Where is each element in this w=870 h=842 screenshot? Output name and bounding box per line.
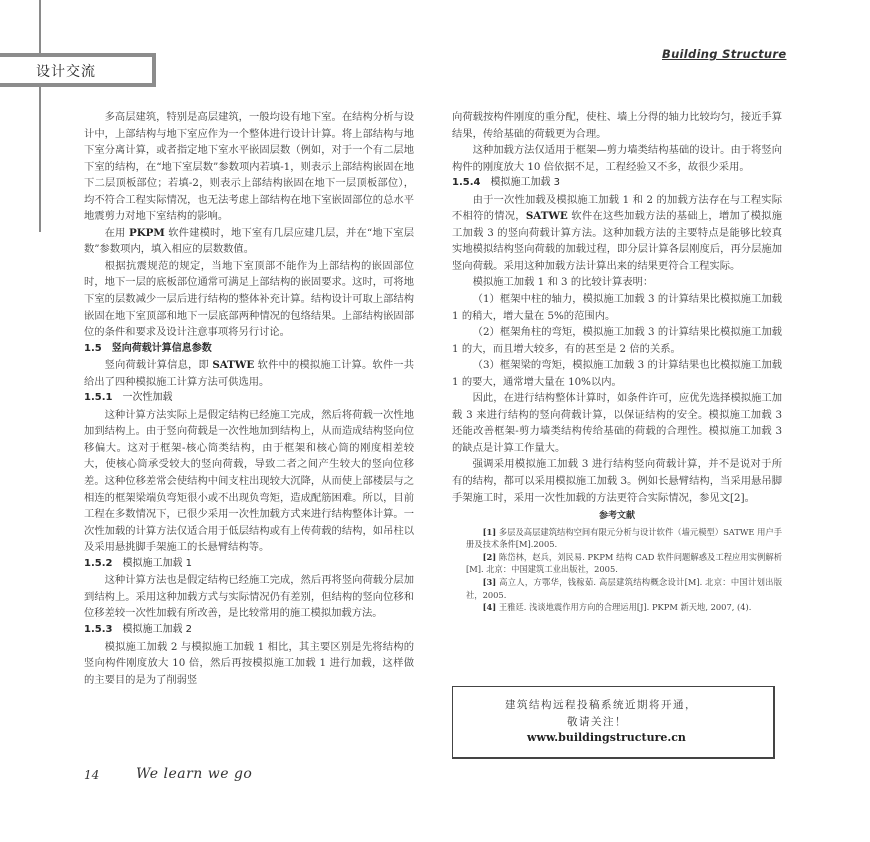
heading-title: 竖向荷载计算信息参数 [111,342,212,354]
margin-rule [39,0,41,232]
paragraph: （2）框架角柱的弯矩，模拟施工加载 3 的计算结果比模拟施工加载 1 的大，而且增大较多，有的甚至是 2 倍的关系。 [452,326,782,355]
section-tab-label: 设计交流 [36,64,96,80]
paragraph: 这种加载方法仅适用于框架—剪力墙类结构基础的设计。由于将竖向构件的刚度放大 10 倍依据不足，工程经验又不多，故很少采用。 [452,144,782,173]
text: 软件在这些加载方法的基础上，增加了模拟施工加载 3 的竖向荷载计算方法。这种加载方法的主要特点是能够比较真实地模拟结构竖向荷载的加载过程，即分层计算各层刚度后，再分层施加竖向荷载。采用这种加载方法计算出来的结果更符合工程实际。 [452,210,783,272]
paragraph: （1）框架中柱的轴力，模拟施工加载 3 的计算结果比模拟施工加载 1 的稍大，增大量在 5%的范围内。 [452,293,782,322]
reference-text: 王雅廷. 浅谈地震作用方向的合理运用[J]. PKPM 新天地, 2007, (4). [498,602,752,613]
subsection-heading [84,556,414,573]
heading-number: 1.5.4 [452,177,481,189]
reference-text: 高立人，方鄂华，钱稼茹. 高层建筑结构概念设计[M]. 北京：中国计划出版社，2005. [466,577,782,600]
subsection-heading [84,390,414,407]
subsection-heading [84,622,414,639]
paragraph: 向荷载按构件刚度的重分配，使柱、墙上分得的轴力比较均匀，接近手算结果，传给基础的荷载更为合理。 [452,111,782,140]
software-name: SATWE [212,359,255,372]
reference-tag: [4] [482,602,497,613]
text: 软件中的模拟施工计算。软件一共给出了四种模拟施工计算方法可供选用。 [84,359,414,388]
text: 在用 [104,226,129,239]
paragraph: 多高层建筑，特别是高层建筑，一般均设有地下室。在结构分析与设计中，上部结构与地下室应作为一个整体进行设计计算。将上部结构与地下室分离计算，或者指定地下室水平嵌固层数（例如，对于一个有二层地下室的结构，在“地下室层数”参数项内若填-1，则表示上部结构嵌固在地下二层顶板部位；若填-2，则表示上部结构嵌固在地下一层顶板部位），均不符合工程实际情况，也无法考虑上部结构在地下室嵌固部位的总水平地震剪力对地下室结构的影响。 [84,111,414,223]
text: 竖向荷载计算信息，即 [104,359,213,372]
heading-number: 1.5.1 [84,392,113,404]
reference-item [452,526,782,551]
section-tab [0,53,156,87]
announcement-line: 敬请关注！ [567,716,627,728]
left-column [84,109,414,688]
reference-text: 多层及高层建筑结构空间有限元分析与设计软件（墙元模型）SATWE 用户手册及技术条件[M].2005. [466,526,783,550]
heading-title: 模拟施工加载 2 [122,623,193,635]
paragraph [84,225,414,258]
reference-text: 陈岱林，赵兵，刘民易. PKPM 结构 CAD 软件问题解惑及工程应用实例解析[M]. 北京：中国建筑工业出版社，2005. [466,551,783,575]
paragraph: 强调采用模拟施工加载 3 进行结构竖向荷载计算，并不是说对于所有的结构，都可以采用模拟施工加载 3。例如长悬臂结构，当采用悬吊脚手架施工时，采用一次性加载的方法更符合实际情况，参见文[2]。 [452,458,782,504]
heading-title: 模拟施工加载 1 [122,557,193,569]
paragraph: 这种计算方法也是假定结构已经施工完成，然后再将竖向荷载分层加到结构上。采用这种加载方式与实际情况仍有差别，但结构的竖向位移和位移差较一次性加载有所改善，是比较常用的施工模拟加载方法。 [84,574,414,620]
heading-title: 一次性加载 [122,392,173,404]
reference-tag: [1] [482,526,497,537]
software-name: PKPM [128,226,165,239]
reference-item [452,601,782,614]
heading-number: 1.5 [84,342,102,354]
software-name: SATWE [525,210,568,223]
heading-title: 模拟施工加载 3 [490,177,561,189]
references-title: 参考文献 [598,511,635,522]
announcement-line: 建筑结构远程投稿系统近期将开通， [505,699,697,711]
paragraph: 根据抗震规范的规定，当地下室顶部不能作为上部结构的嵌固部位时，地下一层的底板部位通常可满足上部结构的嵌固要求。这时，可将地下室的层数减少一层后进行结构的整体补充计算。结构设计可取上部结构嵌固在地下室顶部和地下一层底部两种情况的包络结果。上部结构嵌固部位的条件和要求及设计注意事项将另行讨论。 [84,259,414,339]
running-head: Building Structure [662,47,787,61]
paragraph: 模拟施工加载 1 和 3 的比较计算表明： [472,276,654,289]
text: 软件建模时，地下室有几层应建几层，并在“地下室层数”参数项内，填入相应的层数数值。 [84,226,414,256]
paragraph: 这种计算方法实际上是假定结构已经施工完成，然后将荷载一次性地加到结构上。由于竖向荷载是一次性地加到结构上，从而造成结构竖向位移偏大。这对于框架-核心筒类结构，由于框架和核心筒的刚度相差较大，使核心筒承受较大的竖向荷载，导致二者之间产生较大的竖向位移差。这种位移差常会使结构中间支柱出现较大沉降，从而使上部楼层与之相连的框架梁端负弯矩很小或不出现负弯矩，造成配筋困难。所以，目前工程在多数情况下，已很少采用一次性加载方式来进行结构整体计算。一次性加载的计算方法仅适合用于低层结构或有上传荷载的结构，如吊柱以及采用悬挑脚手架施工的长悬臂结构等。 [84,408,414,554]
heading-number: 1.5.2 [84,557,113,569]
paragraph: 因此，在进行结构整体计算时，如条件许可，应优先选择模拟施工加载 3 来进行结构的竖向荷载计算，以保证结构的安全。模拟施工加载 3 还能改善框架-剪力墙类结构传给基础的荷载的合理性。模拟施工加载 3 的缺点是计算工作量大。 [452,392,782,454]
reference-tag: [2] [482,551,497,562]
announcement-box [452,686,775,759]
subsection-heading [452,175,782,192]
section-heading [84,341,414,358]
reference-item [452,551,782,576]
reference-item [452,576,782,601]
paragraph [452,192,782,275]
text: 由于一次性加载及模拟施工加载 1 和 2 的加载方法存在与工程实际不相符的情况， [452,193,782,223]
heading-number: 1.5.3 [84,623,113,635]
references-list [452,526,782,614]
website-link[interactable]: www.buildingstructure.cn [527,731,686,744]
footer-motto: We learn we go [136,766,253,782]
page-number: 14 [84,768,100,782]
paragraph [84,357,414,390]
paragraph: 模拟施工加载 2 与模拟施工加载 1 相比，其主要区别是先将结构的竖向构件刚度放大 10 倍，然后再按模拟施工加载 1 进行加载，这样做的主要目的是为了削弱竖 [84,640,414,686]
right-column [452,109,782,614]
reference-tag: [3] [482,577,497,588]
paragraph: （3）框架梁的弯矩，模拟施工加载 3 的计算结果也比模拟施工加载 1 的要大，通常增大量在 10%以内。 [452,359,782,388]
